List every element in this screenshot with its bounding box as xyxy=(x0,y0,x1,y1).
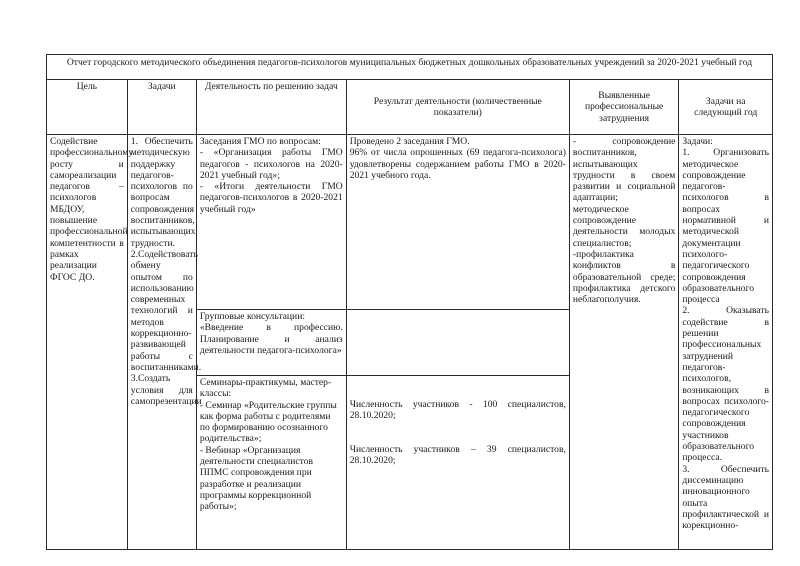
header-activity: Деятельность по решению задач xyxy=(196,80,346,135)
spacer xyxy=(350,377,566,399)
activity-item: «Введение в профессию. Планирование и анализ деятельности педагога-психолога» xyxy=(199,322,343,356)
activity-item: - Семинар «Родительские группы как форма работы с родителями по формированию осознанного родительства»; xyxy=(199,399,337,445)
goal-cell: Содействие профессиональному росту и самореализации педагогов – психологов МБДОУ, повышение профессиональной компетентности в рамках реализации ФГОС ДО. xyxy=(47,135,128,550)
spacer xyxy=(350,422,566,444)
result-seminars-cell xyxy=(346,376,569,550)
activity-item: - «Организация работы ГМО педагогов - психологов на 2020-2021 учебный год»; xyxy=(199,147,343,181)
result-item: Проведено 2 заседания ГМО. xyxy=(349,136,470,147)
activity-seminars-cell xyxy=(196,376,346,550)
header-goal: Цель xyxy=(47,80,128,135)
next-year-label: Задачи: xyxy=(682,136,713,147)
header-result xyxy=(346,80,569,135)
activity-meetings-cell xyxy=(196,135,346,310)
header-row xyxy=(47,80,773,135)
report-title: Отчет городского методического объединения педагогов-психологов муниципальных бюджетных дошкольных образовательных учреждений за 2020-2021 учебный год xyxy=(47,55,773,80)
header-result-text: Результат деятельности (количественные показатели) xyxy=(373,95,542,118)
title-row xyxy=(47,55,773,80)
activity-item: - «Итоги деятельности ГМО педагогов-психологов в 2020-2021 учебный год» xyxy=(199,181,343,215)
next-year-item: 3. Обеспечить диссеминацию инновационного опыта профилактической и корекционно- xyxy=(682,463,769,532)
header-next-year: Задачи на следующий год xyxy=(679,80,773,135)
next-year-item: 2. Оказывать содействие в решении профессиональных затруднений педагогов-психологов, возникающих в вопросах психолого-педагогического сопровождения участников образовательного процесса. xyxy=(682,305,769,464)
activity-heading: Групповые консультации: xyxy=(199,311,305,322)
next-year-item: 1. Организовать методическое сопровождение педагогов-психологов в вопросах нормативной и методической документации психолого-педагогического сопровождения образовательного процесса xyxy=(682,147,769,306)
tasks-cell: 1. Обеспечить методическую поддержку педагогов-психологов по вопросам сопровождения воспитанников, испытывающих трудности. 2.Содействовать обмену опытом по использованию современных технологий и методов коррекционно-развивающей работы с воспитанниками. 3.Создать условия для самопрезентации xyxy=(127,135,196,550)
activity-heading: Семинары-практикумы, мастер-классы: xyxy=(199,377,332,400)
result-item: Численность участников - 100 специалистов, 28.10.2020; xyxy=(349,399,566,422)
result-meetings-cell xyxy=(346,135,569,310)
header-difficulties: Выявленные профессиональные затруднения xyxy=(569,80,678,135)
result-consultations-cell xyxy=(346,310,569,376)
result-item: 96% от числа опрошенных (69 педагога-психолога) удовлетворены содержанием работы ГМО в 2020-2021 учебного года. xyxy=(349,147,566,181)
report-table xyxy=(46,54,773,550)
activity-item: - Вебинар «Организация деятельности специалистов ППМС сопровождения при разработке и реализации программы коррекционной работы»; xyxy=(199,444,313,513)
next-year-cell xyxy=(679,135,773,550)
result-item: Численность участников – 39 специалистов, 28.10.2020; xyxy=(349,443,566,466)
table-row xyxy=(47,135,773,310)
activity-consultations-cell xyxy=(196,310,346,376)
activity-heading: Заседания ГМО по вопросам: xyxy=(199,136,321,147)
difficulties-cell: - сопровождение воспитанников, испытывающих трудности в своем развитии и социальной адаптации; методическое сопровождение деятельности молодых специалистов; -профилактика конфликтов в образовательной среде; профилактика детского неблагополучия. xyxy=(569,135,678,550)
header-tasks: Задачи xyxy=(127,80,196,135)
